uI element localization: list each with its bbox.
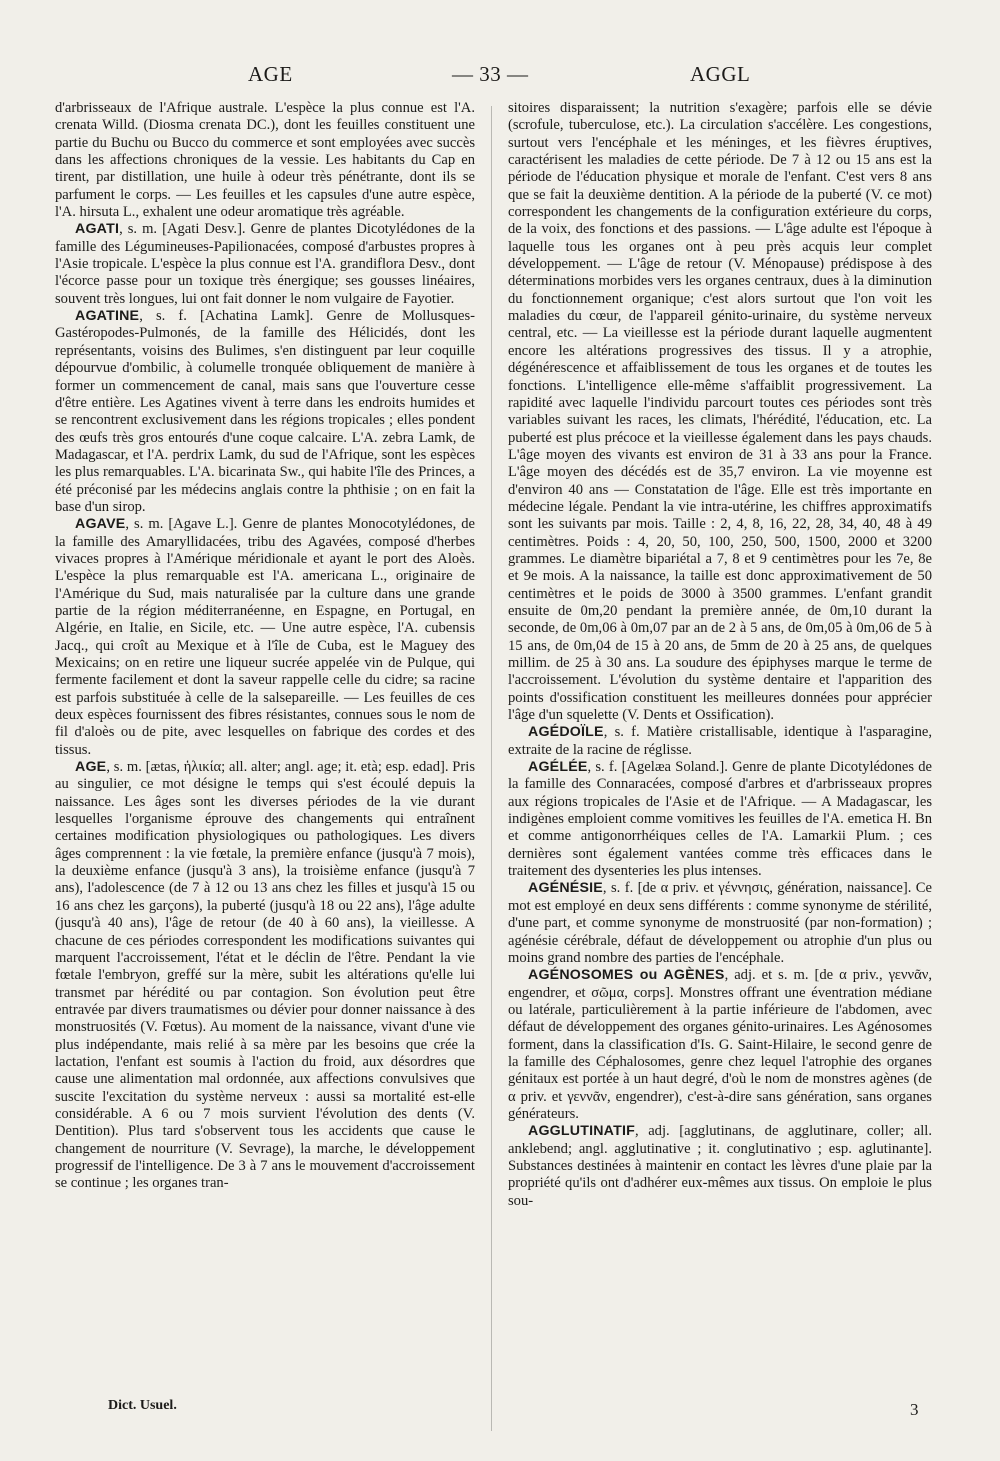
entry-text: , s. f. Matière cristallisable, identique à l'asparagine, extraite de la racine de réglisse. (508, 724, 932, 758)
dictionary-entry (508, 724, 932, 759)
entry-text: , s. f. [Agelæa Soland.]. Genre de plante Dicotylédones de la famille des Connaracées, composé d'arbres et d'arbrisseaux propres aux régions tropicales de l'Asie et de l'Afrique. — A Madagascar, les indigènes emploient comme vomitives les feuilles de l'A. emetica H. Bn et comme antigonorrhéiques celles de l'A. Lamarkii Plum. ; ces dernières sont également vantées comme très efficaces dans le traitement des dysenteries les plus intenses. (508, 759, 932, 880)
entry-text: , adj. et s. m. [de α priv., γεννᾶν, engendrer, et σῶμα, corps]. Monstres offrant une éventration médiane ou latérale, particulièrement à la partie inférieure de l'abdomen, avec défaut de développement des organes génito-urinaires. Les Agénosomes forment, dans la classification d'Is. G. Saint-Hilaire, le second genre de la famille des Céphalosomes, genre chez lequel l'atrophie des organes génitaux est portée à un haut degré, d'où le nom de monstres agènes (de α priv. et γεννᾶν, engendrer), c'est-à-dire sans génération, sans organes générateurs. (508, 967, 933, 1122)
left-column (55, 100, 475, 1193)
header-last-word: AGGL (690, 62, 751, 86)
signature-mark: Dict. Usuel. (108, 1398, 177, 1413)
dictionary-entry (55, 308, 475, 516)
entry-headword: AGGLUTINATIF (528, 1123, 635, 1140)
entry-text: , s. m. [Agati Desv.]. Genre de plantes Dicotylédones de la famille des Légumineuses-Papilionacées, composé d'arbustes propres à l'Asie tropicale. L'espèce la plus connue est l'A. grandiflora Desv., dont l'écorce passe pour un toxique très énergique; ses gousses linéaires, souvent très longues, lui ont fait donner le nom vulgaire de Fayotier. (55, 221, 475, 307)
entry-headword: AGAVE (75, 516, 126, 533)
entry-headword: AGÉLÉE (528, 759, 588, 776)
entry-headword: AGÉDOÏLE (528, 724, 604, 741)
entry-headword: AGATINE (75, 308, 140, 325)
entry-text: , s. f. [Achatina Lamk]. Genre de Mollusques-Gastéropodes-Pulmonés, de la famille des Hélicidés, dont les représentants, voisins des Bulimes, s'en distinguent par leur coquille dépourvue d'ombilic, à columelle tronquée obliquement de manière à former un commencement de canal, mais sans que l'ouverture cesse d'être entière. Les Agatines vivent à terre dans les endroits humides et se rencontrent exclusivement dans les régions tropicales ; elles pondent des œufs très gros entourés d'une coque calcaire. L'A. zebra Lamk, de Madagascar, et l'A. perdrix Lamk, du sud de l'Afrique, sont les espèces les plus remarquables. L'A. bicarinata Sw., qui habite l'île des Princes, a été préconisé par les médecins anglais contre la phthisie ; on en fait la base d'un sirop. (55, 308, 475, 515)
entry-continuation (55, 100, 475, 221)
header-first-word: AGE (248, 62, 293, 86)
entry-text: , adj. [agglutinans, de agglutinare, coller; all. anklebend; angl. agglutinative ; it. conglutinativo ; esp. aglutinante]. Substances destinées à maintenir en contact les lèvres d'une plaie par la propriété qu'ils ont d'adhérer eux-mêmes aux tissus. On emploie le plus sou- (508, 1123, 932, 1209)
dictionary-entry (55, 221, 475, 308)
dictionary-entry (508, 967, 932, 1123)
entry-continuation (508, 100, 932, 724)
signature-number: 3 (910, 1400, 919, 1419)
dictionary-entry (508, 880, 932, 967)
running-head (0, 62, 1000, 98)
entry-headword: AGE (75, 759, 107, 776)
entry-text: sitoires disparaissent; la nutrition s'exagère; parfois elle se dévie (scrofule, tuberculose, etc.). La circulation s'accélère. Les congestions, surtout vers l'encéphale et les méninges, et les fièvres éruptives, caractérisent les maladies de cette période. De 7 à 12 ou 15 ans est la période de l'éducation physique et morale de l'enfant. C'est vers 8 ans que se fait la deuxième dentition. A la période de la puberté (V. ce mot) correspondent les changements de la configuration extérieure du corps, de la voix, des fonctions et des passions. — L'âge adulte est l'époque à laquelle tous les organes ont à peu près acquis leur complet développement. — L'âge de retour (V. Ménopause) prédispose à des déterminations morbides vers les organes centraux, dues à la diminution du fonctionnement organique; c'est alors surtout que l'on voit les maladies du cœur, de l'appareil génito-urinaire, du système nerveux central, etc. — La vieillesse est la période durant laquelle augmentent encore les altérations progressives des tissus. Il y a atrophie, dégénérescence et affaiblissement de tous les organes et de toutes les fonctions. L'intelligence elle-même s'affaiblit progressivement. La rapidité avec laquelle l'individu parcourt toutes ces périodes sont très variables suivant les races, les climats, l'hérédité, l'éducation, etc. La puberté est plus précoce et la vieillesse également dans les pays chauds. L'âge moyen des vivants est environ de 31 à 33 ans pour la France. L'âge moyen des décédés est de 35,7 environ. La vie moyenne est d'environ 40 ans — Constatation de l'âge. Elle est très importante en médecine légale. Pendant la vie intra-utérine, les chiffres approximatifs sont les suivants par mois. Taille : 2, 4, 8, 16, 22, 28, 34, 40, 48 à 49 centimètres. Poids : 4, 20, 50, 100, 250, 500, 1500, 2000 et 3200 grammes. Le diamètre bipariétal a 7, 8 et 9 centimètres pour les 7e, 8e et 9e mois. A la naissance, la taille est donc approximativement de 50 centimètres et le poids de 3000 à 3500 grammes. L'enfant grandit ensuite de 0m,20 pendant la première année, de 0m,10 durant la seconde, de 0m,06 à 0m,07 par an de 2 à 5 ans, de 0m,05 à 0m,06 de 5 à 15 ans, de 0m,04 de 15 à 20 ans, de 5mm de 20 à 25 ans, de quelques millim. de 25 à 30 ans. La soudure des épiphyses marque le terme de l'accroissement. L'évolution du système dentaire et l'apparition des points d'ossification constituent les meilleures données pour apprécier l'âge d'un squelette (V. Dents et Ossification). (508, 100, 932, 724)
entry-headword: AGÉNOSOMES ou AGÈNES (528, 967, 725, 984)
entry-headword: AGÉNÉSIE (528, 880, 603, 897)
dictionary-entry (508, 759, 932, 880)
page-number: — 33 — (452, 62, 529, 86)
entry-text: , s. m. [ætas, ἡλικία; all. alter; angl. age; it. età; esp. edad]. Pris au singulier, ce mot désigne le temps qui s'est écoulé depuis la naissance. Les âges sont les diverses périodes de la vie durant lesquelles l'organisme éprouve des changements qui entraînent certaines modification physiologiques ou pathologiques. Les divers âges comprennent : la vie fœtale, la première enfance (jusqu'à 7 mois), la deuxième enfance (jusqu'à 3 ans), la troisième enfance (jusqu'à 7 ans), l'adolescence (de 7 à 12 ou 13 ans chez les filles et jusqu'à 15 ou 16 ans chez les garçons), la puberté (jusqu'à 18 ou 22 ans), l'âge adulte (jusqu'à 40 ans), l'âge de retour (de 40 à 60 ans), la vieillesse. A chacune de ces périodes correspondent les modifications suivantes qui marquent l'accroissement, l'état et le déclin de l'être. Pendant la vie fœtale l'embryon, greffé sur la mère, subit les altérations qu'elle lui transmet par hérédité ou par contagion. Son évolution peut être entravée par divers traumatismes ou dévier pour donner naissance à des monstruosités (V. Fœtus). Au moment de la naissance, vivant d'une vie plus indépendante, mais relié à sa mère par les besoins que crée la lactation, l'enfant est soumis à l'action du froid, aux désordres que cause une alimentation mal ordonnée, aux affections convulsives que suscite l'excitation du système nerveux : aussi sa mortalité est-elle considérable. A 6 ou 7 mois survient l'évolution des dents (V. Dentition). Plus tard s'observent tous les accidents que cause le changement de nourriture (V. Sevrage), la marche, le développement progressif de l'intelligence. De 3 à 7 ans le mouvement d'accroissement se continue ; les organes tran- (55, 759, 475, 1192)
entry-text: d'arbrisseaux de l'Afrique australe. L'espèce la plus connue est l'A. crenata Willd. (Diosma crenata DC.), dont les feuilles constituent une partie du Buchu ou Bucco du commerce et sont employées avec succès dans les affections chroniques de la vessie. Les habitants du Cap en tirent, par distillation, une huile à odeur très pénétrante, dont ils se parfument le corps. — Les feuilles et les capsules d'une autre espèce, l'A. hirsuta L., exhalent une odeur aromatique très agréable. (55, 100, 475, 221)
entry-text: , s. f. [de α priv. et γέννησις, génération, naissance]. Ce mot est employé en deux sens différents : comme synonyme de stérilité, d'une part, et comme synonyme de monstruosité (par non-formation) ; agénésie cérébrale, défaut de développement ou atrophie d'un plus ou moins grand nombre des parties de l'encéphale. (508, 880, 932, 966)
right-column (508, 100, 932, 1210)
dictionary-entry (55, 759, 475, 1193)
entry-headword: AGATI (75, 221, 120, 238)
dictionary-entry (508, 1123, 932, 1210)
dictionary-entry (55, 516, 475, 759)
entry-text: , s. m. [Agave L.]. Genre de plantes Monocotylédones, de la famille des Amaryllidacées, tribu des Agavées, composé d'herbes vivaces propres à l'Amérique méridionale et ayant le port des Aloès. L'espèce la plus remarquable est l'A. americana L., originaire de l'Amérique du Sud, mais naturalisée par la culture dans une grande partie de la région méditerranéenne, en Espagne, en Portugal, en Algérie, en Italie, en Sicile, etc. — Une autre espèce, l'A. cubensis Jacq., qui croît au Mexique et à l'île de Cuba, est le Maguey des Mexicains; on en retire une liqueur sucrée appelée vin de Pulque, qui fermente facilement et dont la saveur rappelle celle du cidre; sa racine est parfois substituée à celle de la salsepareille. — Les feuilles de ces deux espèces fournissent des fibres résistantes, connues sous le nom de fil d'aloès ou de pite, avec lesquelles on fabrique des cordes et des tissus. (55, 516, 475, 758)
column-divider (491, 106, 492, 1431)
